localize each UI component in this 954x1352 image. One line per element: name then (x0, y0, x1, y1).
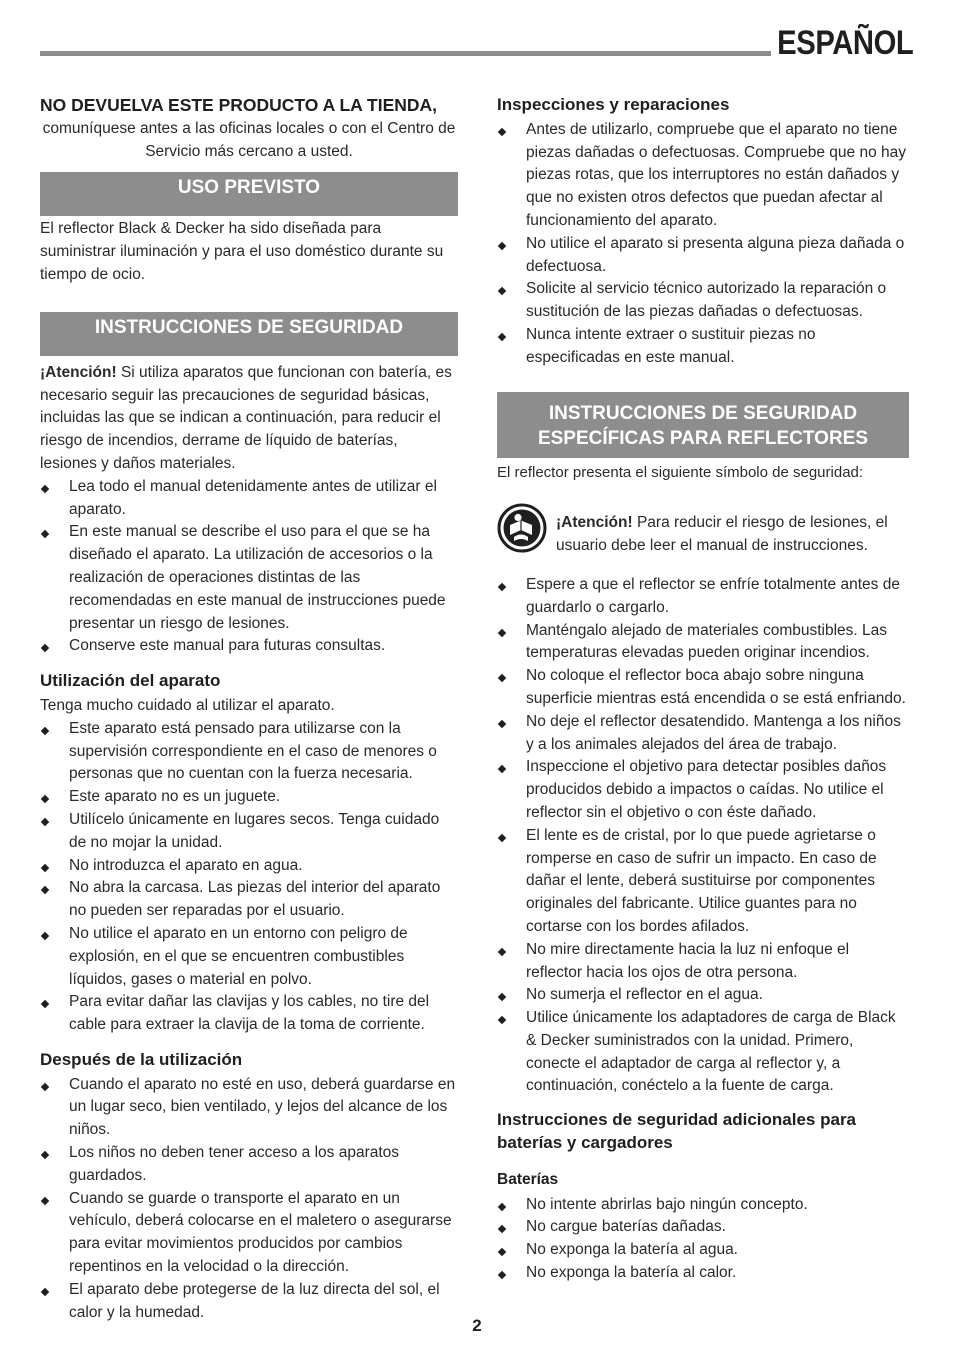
reflectores-list (497, 574, 909, 1098)
list-item: Lea todo el manual detenidamente antes de utilizar el aparato. (40, 476, 458, 522)
list-item: Utilícelo únicamente en lugares secos. Tenga cuidado de no mojar la unidad. (40, 809, 458, 855)
list-item: Inspeccione el objetivo para detectar posibles daños producidos debido a impactos o caídas. No utilice el reflector sin el objetivo o con éste dañado. (497, 756, 909, 824)
reflectores-title-line2: ESPECÍFICAS PARA REFLECTORES (537, 427, 869, 449)
baterias-list (497, 1194, 909, 1285)
simbolo-intro: El reflector presenta el siguiente símbolo de seguridad: (497, 463, 864, 481)
seguridad-list (40, 476, 458, 658)
safety-symbol-row (497, 500, 909, 558)
list-item: No coloque el reflector boca abajo sobre ninguna superficie mientras está encendida o se está enfriando. (497, 665, 909, 711)
safety-symbol-text (556, 512, 909, 558)
list-item: No utilice el aparato en un entorno con peligro de explosión, en el que se encuentren combustibles líquidos, gases o material en polvo. (40, 923, 458, 991)
adicionales-heading: Instrucciones de seguridad adicionales para baterías y cargadores (497, 1110, 857, 1153)
section-bar-reflectores (497, 392, 909, 458)
utilizacion-list (40, 718, 458, 1037)
simbolo-label: ¡Atención! (556, 514, 633, 532)
list-item: Para evitar dañar las clavijas y los cables, no tire del cable para extraer la clavija de la toma de corriente. (40, 991, 458, 1037)
list-item: No abra la carcasa. Las piezas del interior del aparato no pueden ser reparadas por el usuario. (40, 877, 458, 923)
list-item: No utilice el aparato si presenta alguna pieza dañada o defectuosa. (497, 233, 909, 279)
read-manual-icon (497, 503, 547, 553)
section-bar-instrucciones-seguridad: INSTRUCCIONES DE SEGURIDAD (40, 312, 458, 356)
return-notice-title: NO DEVUELVA ESTE PRODUCTO A LA TIENDA, (40, 95, 438, 115)
language-heading: ESPAÑOL (776, 24, 913, 62)
right-column (497, 92, 909, 1285)
page-number: 2 (472, 1316, 482, 1335)
return-notice-text: comuníquese antes a las oficinas locales o con el Centro de Servicio más cercano a usted. (42, 119, 456, 160)
list-item: Nunca intente extraer o sustituir piezas no especificadas en este manual. (497, 324, 909, 370)
list-item: Cuando el aparato no esté en uso, deberá guardarse en un lugar seco, bien ventilado, y lejos del alcance de los niños. (40, 1074, 458, 1142)
list-item: El lente es de cristal, por lo que puede agrietarse o romperse en caso de sufrir un impacto. En caso de dañar el lente, deberá sustituirse por componentes originales del fabricante. Utilice guantes para no cortarse con los bordes afilados. (497, 825, 909, 939)
list-item: Este aparato está pensado para utilizarse con la supervisión correspondiente en el caso de menores o personas que no cuentan con la fuerza necesaria. (40, 718, 458, 786)
simbolo-text: Para reducir el riesgo de lesiones, el usuario debe leer el manual de instrucciones. (556, 514, 888, 555)
list-item: Antes de utilizarlo, compruebe que el aparato no tiene piezas dañadas o defectuosas. Compruebe que no hay piezas rotas, que los interruptores no están dañados y que no existen otros defectos que puedan afectar al funcionamiento del aparato. (497, 119, 909, 233)
list-item: El aparato debe protegerse de la luz directa del sol, el calor y la humedad. (40, 1279, 458, 1325)
list-item: Manténgalo alejado de materiales combustibles. Las temperaturas elevadas pueden originar incendios. (497, 620, 909, 666)
inspecciones-list (497, 119, 909, 370)
section-bar-uso-previsto: USO PREVISTO (40, 172, 458, 216)
list-item: No deje el reflector desatendido. Mantenga a los niños y a los animales alejados del área de trabajo. (497, 711, 909, 757)
header-rule (40, 51, 771, 56)
list-item: No mire directamente hacia la luz ni enfoque el reflector hacia los ojos de otra persona. (497, 939, 909, 985)
list-item: Solicite al servicio técnico autorizado la reparación o sustitución de las piezas dañadas o defectuosas. (497, 278, 909, 324)
uso-previsto-text: El reflector Black & Decker ha sido diseñada para suministrar iluminación y para el uso doméstico durante su tiempo de ocio. (40, 220, 444, 283)
atencion-label: ¡Atención! (40, 363, 117, 381)
despues-heading: Después de la utilización (40, 1049, 243, 1069)
left-column (40, 92, 458, 1324)
list-item: Este aparato no es un juguete. (40, 786, 458, 809)
list-item: Los niños no deben tener acceso a los aparatos guardados. (40, 1142, 458, 1188)
inspecciones-heading: Inspecciones y reparaciones (497, 95, 730, 114)
list-item: No exponga la batería al calor. (497, 1262, 909, 1285)
utilizacion-intro: Tenga mucho cuidado al utilizar el aparato. (40, 696, 335, 714)
list-item: Espere a que el reflector se enfríe totalmente antes de guardarlo o cargarlo. (497, 574, 909, 620)
list-item: No cargue baterías dañadas. (497, 1216, 909, 1239)
list-item: No exponga la batería al agua. (497, 1239, 909, 1262)
list-item: Conserve este manual para futuras consultas. (40, 635, 458, 658)
atencion-text: Si utiliza aparatos que funcionan con batería, es necesario seguir las precauciones de seguridad básicas, incluidas las que se indican a continuación, para reducir el riesgo de incendios, derrame de líquido de baterías, lesiones y daños materiales. (40, 363, 452, 472)
despues-list (40, 1074, 458, 1325)
list-item: En este manual se describe el uso para el que se ha diseñado el aparato. La utilización de accesorios o la realización de operaciones distintas de las recomendadas en este manual de instrucciones puede presentar un riesgo de lesiones. (40, 521, 458, 635)
baterias-heading: Baterías (497, 1170, 559, 1188)
reflectores-title-line1: INSTRUCCIONES DE SEGURIDAD (548, 402, 858, 424)
atencion-paragraph (40, 362, 458, 476)
utilizacion-heading: Utilización del aparato (40, 671, 221, 691)
list-item: No intente abrirlas bajo ningún concepto. (497, 1194, 909, 1217)
list-item: No sumerja el reflector en el agua. (497, 984, 909, 1007)
list-item: No introduzca el aparato en agua. (40, 855, 458, 878)
list-item: Utilice únicamente los adaptadores de carga de Black & Decker suministrados con la unidad. Primero, conecte el adaptador de carga al reflector y, a continuación, conéctelo a la fuente de carga. (497, 1007, 909, 1098)
list-item: Cuando se guarde o transporte el aparato en un vehículo, deberá colocarse en el maletero o asegurarse para evitar movimientos producidos por cambios repentinos en la velocidad o la dirección. (40, 1188, 458, 1279)
